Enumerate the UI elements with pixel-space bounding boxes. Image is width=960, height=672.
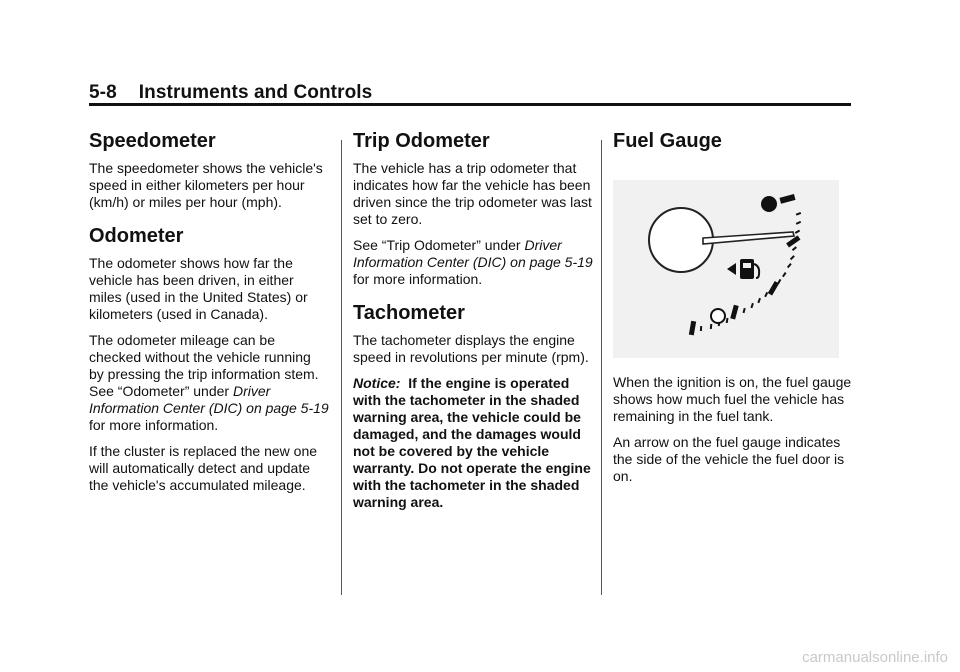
header-rule <box>89 103 851 106</box>
column-1 <box>89 128 329 503</box>
section-title: Instruments and Controls <box>138 82 373 103</box>
page-number: 5-8 <box>89 82 117 103</box>
full-marker-icon <box>761 196 777 212</box>
odometer-text-2 <box>89 332 329 434</box>
notice-text: If the engine is operated with the tachometer in the shaded warning area, the vehicle could be damaged, and the damages would not be covered by the vehicle warranty. Do not operate the engine with the tachometer in the shaded warning area. <box>353 375 591 510</box>
watermark: carmanualsonline.info <box>802 649 948 666</box>
fuel-pump-icon <box>740 259 759 279</box>
trip-odometer-text-2 <box>353 237 593 288</box>
fuel-door-arrow-icon <box>727 263 736 275</box>
fuel-gauge-text-1: When the ignition is on, the fuel gauge shows how much fuel the vehicle has remaining in the fuel tank. <box>613 374 852 424</box>
column-divider-1 <box>341 140 342 595</box>
trip-odometer-text-1: The vehicle has a trip odometer that indicates how far the vehicle has been driven since the trip odometer was last set to zero. <box>353 160 592 227</box>
fuel-gauge-graphic <box>613 180 839 358</box>
trip-odometer-heading: Trip Odometer <box>353 130 490 152</box>
fuel-gauge-text-2: An arrow on the fuel gauge indicates the side of the vehicle the fuel door is on. <box>613 434 845 484</box>
full-tick <box>779 194 795 204</box>
notice-label: Notice: <box>353 375 401 391</box>
odometer-text-3: If the cluster is replaced the new one will automatically detect and update the vehicle's accumulated mileage. <box>89 443 318 493</box>
fuel-gauge-illustration <box>613 180 839 358</box>
speedometer-heading: Speedometer <box>89 130 216 152</box>
empty-marker-icon <box>711 309 725 323</box>
odometer-heading: Odometer <box>89 225 184 247</box>
column-2 <box>353 128 593 520</box>
column-divider-2 <box>601 140 602 595</box>
trip-odometer-text-2-tail: for more information. <box>353 271 483 287</box>
tachometer-text: The tachometer displays the engine speed in revolutions per minute (rpm). <box>353 332 589 365</box>
dic-reference-link[interactable]: Driver Information Center (DIC) on page 5-19 <box>353 237 593 270</box>
notice-block <box>353 375 593 511</box>
dic-reference-link[interactable]: Driver Information Center (DIC) on page 5-19 <box>89 383 329 416</box>
column-3 <box>613 128 853 494</box>
fuel-gauge-heading: Fuel Gauge <box>613 130 722 152</box>
tachometer-heading: Tachometer <box>353 302 465 324</box>
page-header <box>89 82 372 104</box>
odometer-text-1: The odometer shows how far the vehicle has been driven, in either miles (used in the United States) or kilometers (used in Canada). <box>89 255 308 322</box>
speedometer-text: The speedometer shows the vehicle's speed in either kilometers per hour (km/h) or miles per hour (mph). <box>89 160 323 210</box>
odometer-text-2-lead: The odometer mileage can be checked without the vehicle running by pressing the trip information stem. See “Odometer” under <box>89 332 319 399</box>
trip-odometer-text-2-lead: See “Trip Odometer” under <box>353 237 525 253</box>
odometer-text-2-tail: for more information. <box>89 417 219 433</box>
gauge-needle <box>703 232 794 244</box>
